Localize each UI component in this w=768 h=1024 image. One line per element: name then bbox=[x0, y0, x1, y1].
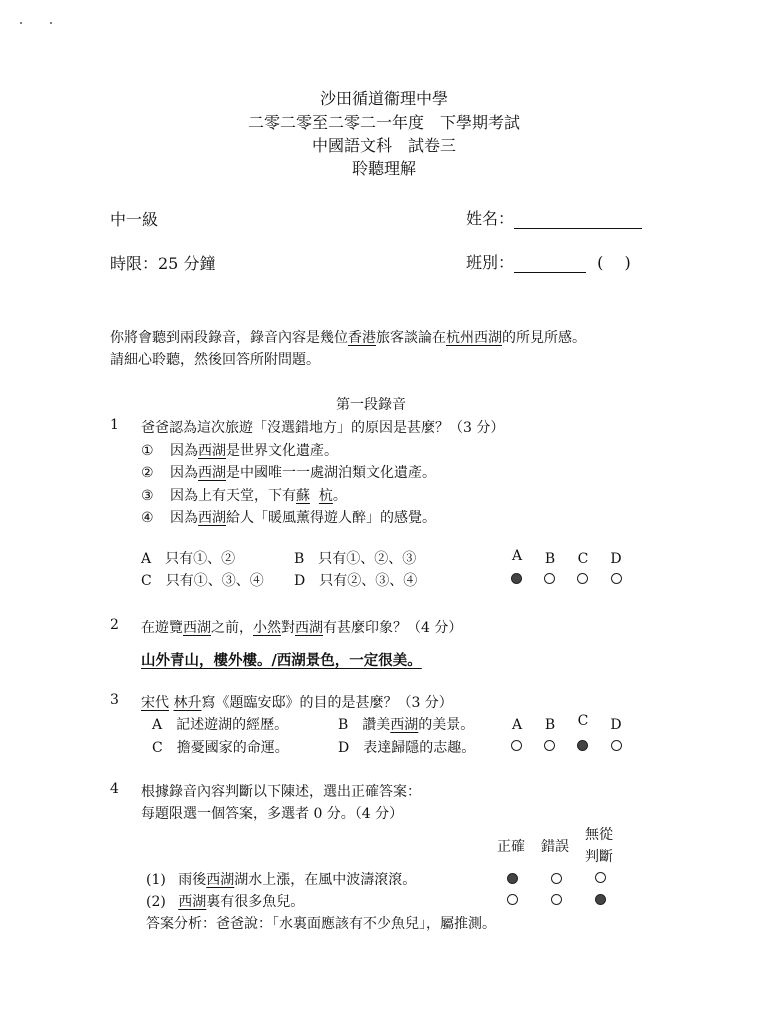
stem-person: 林升 bbox=[173, 695, 202, 711]
stem-text: 對 bbox=[281, 620, 295, 636]
option-place: 西湖 bbox=[390, 717, 419, 733]
q4-header-wrong: 錯誤 bbox=[541, 839, 569, 855]
q4-statement-2 bbox=[146, 891, 304, 911]
q4-s1-bubble-correct[interactable] bbox=[507, 873, 518, 884]
option-text: 因為 bbox=[170, 510, 199, 526]
q1-answer-letter-c: C bbox=[577, 551, 589, 567]
exam-title: 二零二零至二零二一年度 下學期考試 bbox=[247, 113, 520, 132]
stem-place: 西湖 bbox=[183, 620, 211, 636]
q1-choice-d: D 只有②、③、④ bbox=[294, 573, 418, 589]
stem-text: 寫《題臨安邸》的目的是甚麼？（3 分） bbox=[201, 695, 453, 711]
stem-text: 在遊覽 bbox=[141, 620, 183, 636]
option-text: B 讚美 bbox=[338, 717, 391, 733]
intro-line-2: 請細心聆聽，然後回答所附問題。 bbox=[110, 352, 320, 368]
intro-text: 你將會聽到兩段錄音，錄音內容是幾位 bbox=[110, 330, 348, 346]
q1-choice-c: C 只有①、③、④ bbox=[141, 573, 264, 589]
q1-choice-a: A 只有①、② bbox=[141, 551, 236, 567]
q1-answer-letter-a: A bbox=[511, 548, 523, 564]
q3-stem bbox=[141, 692, 453, 712]
statement-text: 湖水上漲，在風中波濤滾滾。 bbox=[234, 872, 417, 888]
q4-header-correct: 正確 bbox=[497, 839, 525, 855]
q3-option-d: D 表達歸隱的志趣。 bbox=[338, 740, 476, 756]
option-text: 給人「暖風薰得遊人醉」的感覺。 bbox=[226, 510, 437, 526]
q1-bubble-b[interactable] bbox=[544, 573, 555, 584]
q4-statement-1 bbox=[146, 869, 416, 889]
option-text: 因為 bbox=[170, 465, 199, 481]
q1-option-3 bbox=[141, 485, 347, 505]
intro-place-xh: 西湖 bbox=[474, 330, 502, 346]
q3-option-c: C 擔憂國家的命運。 bbox=[152, 740, 289, 756]
q1-option-1 bbox=[141, 440, 338, 460]
statement-place: 西湖 bbox=[178, 894, 207, 910]
q4-s2-bubble-wrong[interactable] bbox=[551, 894, 562, 905]
q4-stem-line-2: 每題限選一個答案，多選者 0 分。（4 分） bbox=[141, 806, 404, 822]
statement-place: 西湖 bbox=[206, 872, 235, 888]
q4-s1-bubble-wrong[interactable] bbox=[551, 873, 562, 884]
option-place: 西湖 bbox=[198, 465, 227, 481]
q3-answer-letter-c: C bbox=[577, 713, 589, 729]
stem-text: 之前， bbox=[211, 620, 253, 636]
q1-number: 1 bbox=[110, 417, 119, 433]
time-limit: 時限：25 分鐘 bbox=[110, 254, 216, 273]
option-place: 西湖 bbox=[198, 443, 227, 459]
class-label: 班別： bbox=[466, 253, 515, 272]
q1-stem: 爸爸認為這次旅遊「沒選錯地方」的原因是甚麼？（3 分） bbox=[141, 420, 505, 436]
q3-bubble-a[interactable] bbox=[511, 740, 522, 751]
class-number-paren: ( ) bbox=[597, 253, 631, 272]
q3-answer-letter-d: D bbox=[610, 717, 622, 733]
option-mark: ② bbox=[141, 465, 154, 481]
stem-dynasty: 宋代 bbox=[141, 695, 169, 711]
option-mark: ③ bbox=[141, 488, 154, 504]
q3-answer-letter-a: A bbox=[511, 717, 523, 733]
q3-bubble-b[interactable] bbox=[544, 740, 555, 751]
name-label: 姓名： bbox=[466, 209, 515, 228]
q1-option-2 bbox=[141, 462, 436, 482]
q3-option-a: A 記述遊湖的經歷。 bbox=[152, 717, 289, 733]
q4-number: 4 bbox=[110, 781, 119, 797]
scan-speck bbox=[20, 22, 22, 24]
option-mark: ① bbox=[141, 443, 154, 459]
intro-text: 的所見所感。 bbox=[502, 330, 586, 346]
q1-bubble-d[interactable] bbox=[611, 573, 622, 584]
option-mark: ④ bbox=[141, 510, 154, 526]
option-text: 。 bbox=[332, 488, 347, 504]
q4-s1-bubble-unknown[interactable] bbox=[595, 872, 606, 883]
q1-answer-letter-d: D bbox=[610, 551, 622, 567]
q4-stem-line-1: 根據錄音內容判斷以下陳述，選出正確答案： bbox=[141, 784, 421, 800]
statement-text: 裏有很多魚兒。 bbox=[206, 894, 305, 910]
q4-s2-bubble-unknown[interactable] bbox=[595, 894, 606, 905]
q3-bubble-c[interactable] bbox=[577, 740, 588, 751]
recording-title: 第一段錄音 bbox=[336, 397, 406, 413]
name-blank bbox=[514, 212, 642, 229]
q3-bubble-d[interactable] bbox=[611, 740, 622, 751]
paper-title: 中國語文科 試卷三 bbox=[311, 136, 456, 155]
class-field bbox=[466, 250, 631, 273]
q1-option-4 bbox=[141, 507, 436, 527]
statement-text: 雨後 bbox=[178, 872, 207, 888]
option-text: 因為上有天堂，下有 bbox=[170, 488, 297, 504]
q4-header-unknown-2: 判斷 bbox=[585, 849, 613, 865]
q4-answer-analysis: 答案分析：爸爸說：「水裏面應該有不少魚兒」，屬推測。 bbox=[146, 916, 496, 932]
q1-bubble-c[interactable] bbox=[577, 573, 588, 584]
option-place: 蘇 bbox=[296, 488, 311, 504]
q1-choice-b: B 只有①、②、③ bbox=[294, 551, 417, 567]
section-title: 聆聽理解 bbox=[351, 159, 416, 178]
q3-option-b bbox=[338, 714, 474, 734]
statement-number: (1) bbox=[146, 872, 166, 888]
q2-stem bbox=[141, 617, 462, 637]
option-text: 的美景。 bbox=[418, 717, 475, 733]
option-text: 是中國唯一一處湖泊類文化遺產。 bbox=[226, 465, 437, 481]
name-field bbox=[466, 206, 642, 229]
option-place: 西湖 bbox=[198, 510, 227, 526]
statement-number: (2) bbox=[146, 894, 166, 910]
scan-speck bbox=[50, 22, 52, 24]
q1-answer-letter-b: B bbox=[544, 551, 556, 567]
q4-header-unknown-1: 無從 bbox=[585, 827, 613, 843]
q1-bubble-a[interactable] bbox=[511, 573, 522, 584]
school-name: 沙田循道衞理中學 bbox=[319, 89, 448, 108]
option-text: 是世界文化遺產。 bbox=[226, 443, 339, 459]
intro-line-1 bbox=[110, 327, 586, 347]
level-label: 中一級 bbox=[110, 210, 159, 229]
intro-text: 旅客談論在 bbox=[376, 330, 446, 346]
class-blank bbox=[514, 256, 586, 273]
q4-s2-bubble-correct[interactable] bbox=[507, 894, 518, 905]
q2-answer: 山外青山，樓外樓。/西湖景色，一定很美。 bbox=[141, 652, 422, 669]
option-text: 因為 bbox=[170, 443, 199, 459]
q3-answer-letter-b: B bbox=[544, 717, 556, 733]
stem-place: 西湖 bbox=[295, 620, 323, 636]
intro-place-hz: 杭州 bbox=[446, 330, 474, 346]
q2-number: 2 bbox=[110, 617, 119, 633]
stem-person: 小然 bbox=[253, 620, 281, 636]
option-place: 杭 bbox=[318, 488, 333, 504]
stem-text: 有甚麼印象？（4 分） bbox=[323, 620, 463, 636]
intro-place-hk: 香港 bbox=[348, 330, 376, 346]
q3-number: 3 bbox=[110, 692, 119, 708]
